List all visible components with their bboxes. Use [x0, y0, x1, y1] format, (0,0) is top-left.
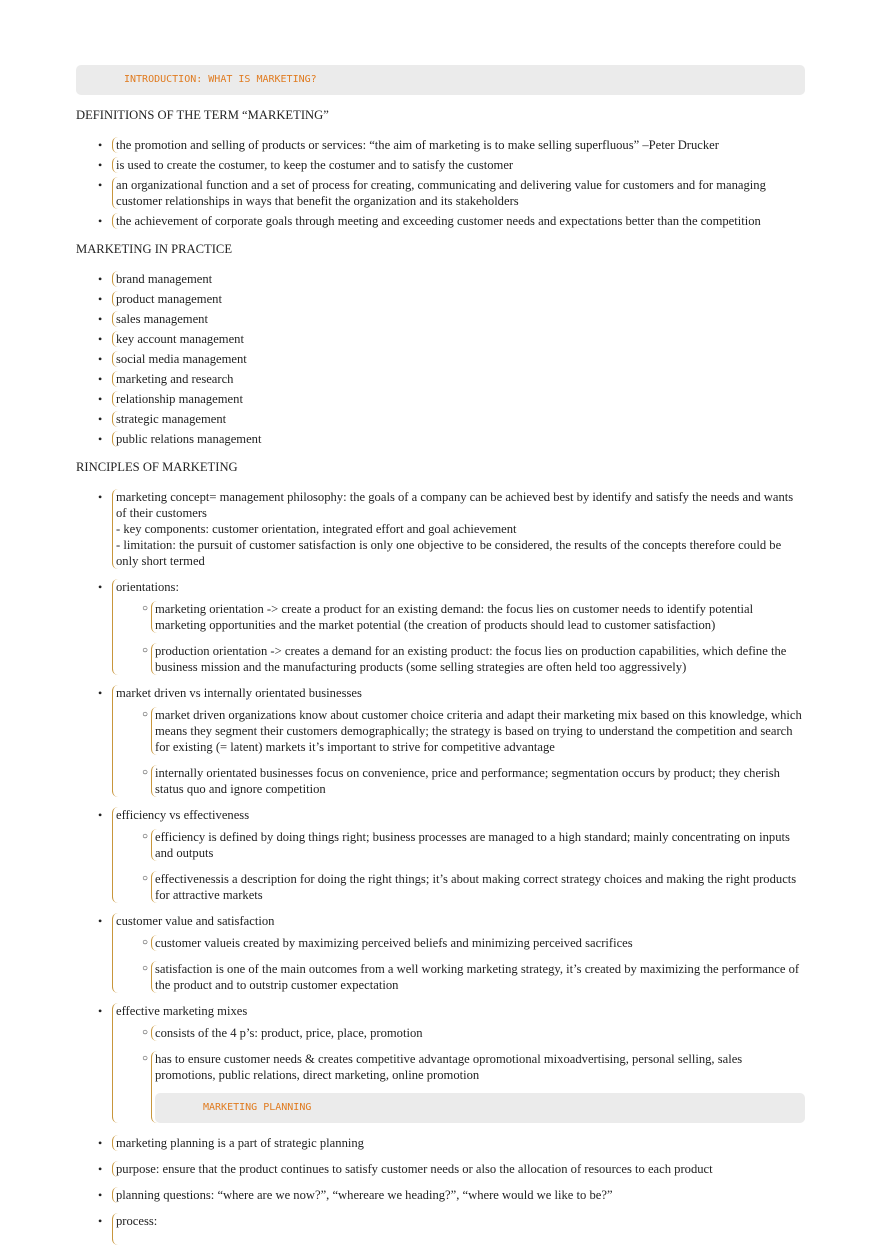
item-bracket [151, 1051, 805, 1123]
item-bracket [112, 177, 805, 209]
bullet-icon: • [98, 808, 103, 822]
item-bracket [112, 157, 805, 173]
item-bracket [112, 431, 805, 447]
item-text: is used to create the costumer, to keep the costumer and to satisfy the customer [116, 158, 514, 172]
list-item [76, 331, 805, 347]
list-item [76, 913, 805, 993]
sub-list-item [76, 643, 805, 675]
item-bracket [112, 685, 805, 797]
item-text: efficiency is defined by doing things right; business processes are managed to a high standard; mainly concentrating on inputs and outputs [155, 830, 790, 860]
bullet-icon: • [98, 272, 103, 286]
item-text: marketing planning is a part of strategic planning [116, 1136, 364, 1150]
item-bracket [151, 1025, 805, 1041]
circle-bullet-icon: ○ [142, 937, 149, 948]
item-bracket [151, 871, 805, 903]
sub-list-item [76, 961, 805, 993]
item-bracket [112, 291, 805, 307]
sub-list-item [76, 935, 805, 951]
bullet-icon: • [98, 372, 103, 386]
section-heading: RINCIPLES OF MARKETING [76, 460, 238, 474]
item-bracket [112, 489, 805, 569]
item-text: key account management [116, 332, 244, 346]
bullet-icon: • [98, 914, 103, 928]
item-bracket [112, 1135, 805, 1151]
circle-bullet-icon: ○ [142, 873, 149, 884]
bullet-icon: • [98, 178, 103, 192]
bullet-icon: • [98, 392, 103, 406]
circle-bullet-icon: ○ [142, 645, 149, 656]
item-text: social media management [116, 352, 247, 366]
bullet-icon: • [98, 352, 103, 366]
item-text: production orientation -> creates a demand for an existing product: the focus lies on production capabilities, which define the business mission and the manufacturing products (some selling strategies are often held too aggressively) [155, 644, 787, 674]
item-text: relationship management [116, 392, 243, 406]
list-item [76, 411, 805, 427]
list-item [76, 271, 805, 287]
list-item [76, 213, 805, 229]
list-item [76, 807, 805, 903]
bullet-icon: • [98, 292, 103, 306]
item-text: the achievement of corporate goals through meeting and exceeding customer needs and expectations better than the competition [116, 214, 761, 228]
item-text: market driven organizations know about customer choice criteria and adapt their marketing mix based on this knowledge, which means they segment their customers demographically; the strategy is based on trying to understand the competition and search for existing (= latent) markets it’s important to strive for competitive advantage [155, 708, 802, 754]
item-bracket [112, 137, 805, 153]
item-bracket [112, 913, 805, 993]
circle-bullet-icon: ○ [142, 767, 149, 778]
list-item [76, 291, 805, 307]
bullet-icon: • [98, 1136, 103, 1150]
list-item [76, 137, 805, 153]
circle-bullet-icon: ○ [142, 1053, 149, 1064]
sub-list-item [76, 1025, 805, 1041]
item-text: marketing concept= management philosophy: the goals of a company can be achieved best by identify and satisfy the needs and wants of their customers - key components: customer orientation, integrated effort and goal achievement - limitation: the pursuit of customer satisfaction is only one objective to be considered, the results of the concepts therefore could be only short termed [116, 490, 794, 568]
bullet-icon: • [98, 332, 103, 346]
item-text: has to ensure customer needs & creates competitive advantage opromotional mixoadvertising, personal selling, sales promotions, public relations, direct marketing, online promotion [155, 1052, 743, 1082]
list-item [76, 351, 805, 367]
item-text: effective marketing mixes [116, 1004, 248, 1018]
item-bracket [112, 311, 805, 327]
sub-list [116, 707, 805, 797]
item-text: effectivenessis a description for doing the right things; it’s about making correct strategy choices and making the right products for attractive markets [155, 872, 797, 902]
item-bracket [112, 807, 805, 903]
item-text: public relations management [116, 432, 262, 446]
item-bracket [151, 601, 805, 633]
circle-bullet-icon: ○ [142, 1027, 149, 1038]
bullet-icon: • [98, 1188, 103, 1202]
item-text: satisfaction is one of the main outcomes from a well working marketing strategy, it’s created by maximizing the performance of the product and to outstrip customer expectation [155, 962, 800, 992]
item-bracket [112, 1187, 805, 1203]
item-text: planning questions: “where are we now?”, “whereare we heading?”, “where would we like to be?” [116, 1188, 613, 1202]
item-text: brand management [116, 272, 213, 286]
item-text: customer value and satisfaction [116, 914, 275, 928]
item-text: internally orientated businesses focus on convenience, price and performance; segmentation occurs by product; they cherish status quo and ignore competition [155, 766, 780, 796]
item-text: orientations: [116, 580, 179, 594]
bullet-icon: • [98, 158, 103, 172]
bullet-icon: • [98, 412, 103, 426]
item-text: the promotion and selling of products or services: “the aim of marketing is to make selling superfluous” –Peter Drucker [116, 138, 719, 152]
item-text: marketing orientation -> create a product for an existing demand: the focus lies on customer needs to identify potential marketing opportunities and the market potential (the creation of products should lead to customer satisfaction) [155, 602, 754, 632]
item-text: strategic management [116, 412, 227, 426]
sub-list-item [76, 871, 805, 903]
list-item [76, 1003, 805, 1123]
bullet-list [76, 271, 805, 447]
list-item [76, 431, 805, 447]
item-text: process: [116, 1214, 158, 1228]
code-block-heading: MARKETING PLANNING [155, 1093, 805, 1123]
list-item [76, 391, 805, 407]
sub-list-item [76, 707, 805, 755]
item-text: market driven vs internally orientated businesses [116, 686, 362, 700]
circle-bullet-icon: ○ [142, 963, 149, 974]
sub-list-item [76, 765, 805, 797]
bullet-icon: • [98, 490, 103, 504]
bullet-icon: • [98, 580, 103, 594]
item-bracket [112, 351, 805, 367]
bullet-icon: • [98, 1214, 103, 1228]
item-bracket [112, 213, 805, 229]
document [76, 65, 805, 1257]
list-item [76, 1187, 805, 1203]
item-bracket [112, 371, 805, 387]
code-block-heading: INTRODUCTION: WHAT IS MARKETING? [76, 65, 805, 95]
sub-list-item [76, 829, 805, 861]
item-bracket [112, 1003, 805, 1123]
item-text: sales management [116, 312, 208, 326]
sub-list [116, 829, 805, 903]
list-item [76, 371, 805, 387]
item-text: product management [116, 292, 222, 306]
bullet-list [76, 137, 805, 229]
item-bracket [112, 1161, 805, 1177]
sub-list [116, 935, 805, 993]
item-bracket [151, 707, 805, 755]
bullet-list [76, 1135, 805, 1245]
section-heading: MARKETING IN PRACTICE [76, 242, 233, 256]
item-bracket [112, 1213, 805, 1245]
item-bracket [112, 579, 805, 675]
circle-bullet-icon: ○ [142, 831, 149, 842]
item-bracket [112, 331, 805, 347]
bullet-icon: • [98, 432, 103, 446]
item-bracket [112, 391, 805, 407]
section-heading: DEFINITIONS OF THE TERM “MARKETING” [76, 108, 329, 122]
list-item [76, 177, 805, 209]
item-text: efficiency vs effectiveness [116, 808, 250, 822]
bullet-icon: • [98, 312, 103, 326]
item-bracket [151, 765, 805, 797]
bullet-icon: • [98, 214, 103, 228]
bullet-icon: • [98, 1162, 103, 1176]
bullet-icon: • [98, 138, 103, 152]
item-text: customer valueis created by maximizing perceived beliefs and minimizing perceived sacrifices [155, 936, 633, 950]
list-item [76, 579, 805, 675]
circle-bullet-icon: ○ [142, 603, 149, 614]
item-bracket [112, 271, 805, 287]
list-item [76, 311, 805, 327]
sub-list [116, 601, 805, 675]
item-bracket [112, 411, 805, 427]
item-text: purpose: ensure that the product continues to satisfy customer needs or also the allocation of resources to each product [116, 1162, 713, 1176]
circle-bullet-icon: ○ [142, 709, 149, 720]
list-item [76, 1213, 805, 1245]
item-bracket [151, 829, 805, 861]
item-text: consists of the 4 p’s: product, price, place, promotion [155, 1026, 423, 1040]
list-item [76, 685, 805, 797]
list-item [76, 1135, 805, 1151]
bullet-list [76, 489, 805, 1123]
item-bracket [151, 643, 805, 675]
item-bracket [151, 935, 805, 951]
item-text: marketing and research [116, 372, 234, 386]
sub-list-item [76, 1051, 805, 1123]
bullet-icon: • [98, 686, 103, 700]
list-item [76, 157, 805, 173]
sub-list-item [76, 601, 805, 633]
item-text: an organizational function and a set of process for creating, communicating and delivering value for customers and for managing customer relationships in ways that benefit the organization and its stakeholders [116, 178, 766, 208]
item-bracket [151, 961, 805, 993]
list-item [76, 489, 805, 569]
bullet-icon: • [98, 1004, 103, 1018]
list-item [76, 1161, 805, 1177]
sub-list [116, 1025, 805, 1123]
